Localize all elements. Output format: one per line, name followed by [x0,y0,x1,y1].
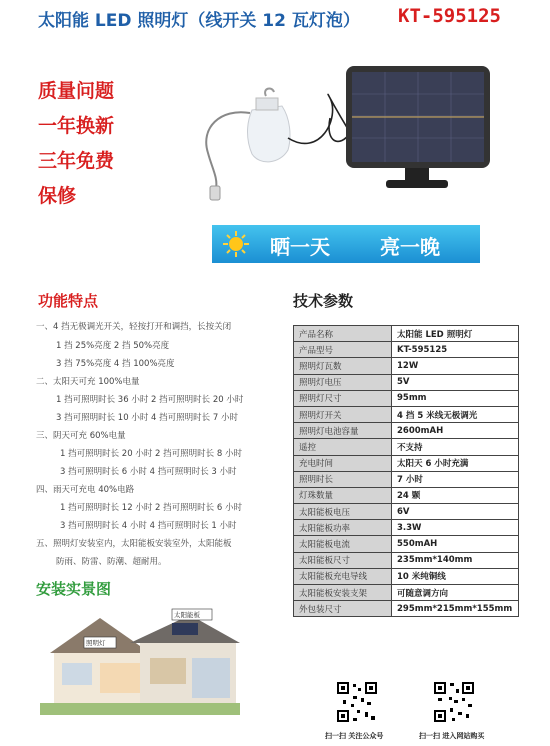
spec-row [294,439,519,455]
spec-value: 295mm*215mm*155mm [392,601,519,617]
promo-line-4: 保修 [38,185,77,207]
spec-value: 235mm*140mm [392,552,519,568]
spec-row [294,568,519,584]
spec-value: 10 米纯铜线 [392,568,519,584]
feature-line: 二、太阳天可充 100%电量 [36,377,140,387]
spec-value: 3.3W [392,520,519,536]
features-title: 功能特点 [38,292,99,310]
spec-key: 外包装尺寸 [294,601,392,617]
spec-key: 产品名称 [294,326,392,342]
spec-key: 遥控 [294,439,392,455]
feature-line: 3 挡可照明时长 6 小时 4 挡可照明时长 3 小时 [60,467,237,477]
spec-value: 太阳能 LED 照明灯 [392,326,519,342]
feature-line: 一、4 挡无极调光开关，轻按打开和调挡，长按关闭 [36,322,232,332]
spec-key: 太阳能板充电导线 [294,568,392,584]
lamp-label: 照明灯 [86,639,106,647]
document-title: 太阳能 LED 照明灯（线开关 12 瓦灯泡） [38,11,360,31]
spec-key: 照明灯瓦数 [294,358,392,374]
spec-row [294,487,519,503]
spec-row [294,471,519,487]
spec-row [294,390,519,406]
spec-value: 7 小时 [392,471,519,487]
spec-row [294,406,519,422]
sun-icon [222,230,250,258]
spec-row [294,326,519,342]
feature-line: 3 挡 75%亮度 4 挡 100%亮度 [56,359,175,369]
spec-row [294,358,519,374]
spec-key: 太阳能板功率 [294,520,392,536]
spec-key: 照明灯尺寸 [294,390,392,406]
spec-key: 照明灯电池容量 [294,423,392,439]
promo-line-3: 三年免费 [38,150,115,172]
spec-key: 照明时长 [294,471,392,487]
panel-label: 太阳能板 [174,611,200,619]
website-qr-code [432,680,476,724]
spec-value: 95mm [392,390,519,406]
spec-value: 24 颗 [392,487,519,503]
feature-line: 四、雨天可充电 40%电路 [36,485,135,495]
spec-row [294,504,519,520]
spec-value: KT-595125 [392,342,519,358]
feature-line: 五、照明灯安装室内，太阳能板安装室外，太阳能板 [36,539,232,549]
install-title: 安装实景图 [36,580,112,598]
feature-line: 防雨、防雷、防潮、超耐用。 [56,557,167,567]
promo-line-1: 质量问题 [38,80,115,102]
promo-line-2: 一年换新 [38,115,115,137]
spec-row [294,374,519,390]
spec-value: 6V [392,504,519,520]
feature-line: 1 挡可照明时长 12 小时 2 挡可照明时长 6 小时 [60,503,242,513]
spec-key: 照明灯开关 [294,406,392,422]
spec-value: 不支持 [392,439,519,455]
spec-value: 可随意调方向 [392,585,519,601]
spec-key: 太阳能板电压 [294,504,392,520]
spec-value: 太阳天 6 小时充满 [392,455,519,471]
spec-key: 太阳能板尺寸 [294,552,392,568]
slogan-banner [212,225,480,263]
feature-line: 3 挡可照明时长 4 小时 4 挡可照明时长 1 小时 [60,521,237,531]
spec-row [294,342,519,358]
spec-row [294,455,519,471]
slogan-left: 晒一天 [270,235,330,259]
slogan-right: 亮一晚 [380,235,440,259]
spec-row [294,552,519,568]
spec-table [293,325,519,617]
spec-key: 产品型号 [294,342,392,358]
install-photo [40,603,240,715]
spec-value: 550mAH [392,536,519,552]
spec-value: 12W [392,358,519,374]
spec-row [294,536,519,552]
spec-key: 灯珠数量 [294,487,392,503]
feature-line: 三、阴天可充 60%电量 [36,431,126,441]
spec-key: 充电时间 [294,455,392,471]
product-photo [200,58,520,208]
specs-title: 技术参数 [293,292,354,310]
feature-line: 1 挡可照明时长 36 小时 2 挡可照明时长 20 小时 [56,395,244,405]
spec-key: 太阳能板安装支架 [294,585,392,601]
spec-row [294,601,519,617]
model-number: KT-595125 [398,5,501,27]
spec-row [294,585,519,601]
qr-caption-right: 扫一扫 进入网站购买 [419,732,485,740]
feature-line: 3 挡可照明时长 10 小时 4 挡可照明时长 7 小时 [56,413,238,423]
spec-row [294,520,519,536]
spec-value: 2600mAH [392,423,519,439]
feature-line: 1 挡 25%亮度 2 挡 50%亮度 [56,341,170,351]
spec-key: 太阳能板电流 [294,536,392,552]
wechat-qr-code [335,680,379,724]
feature-line: 1 挡可照明时长 20 小时 2 挡可照明时长 8 小时 [60,449,242,459]
spec-value: 4 挡 5 米线无极调光 [392,406,519,422]
spec-key: 照明灯电压 [294,374,392,390]
spec-value: 5V [392,374,519,390]
qr-caption-left: 扫一扫 关注公众号 [325,732,384,740]
spec-row [294,423,519,439]
